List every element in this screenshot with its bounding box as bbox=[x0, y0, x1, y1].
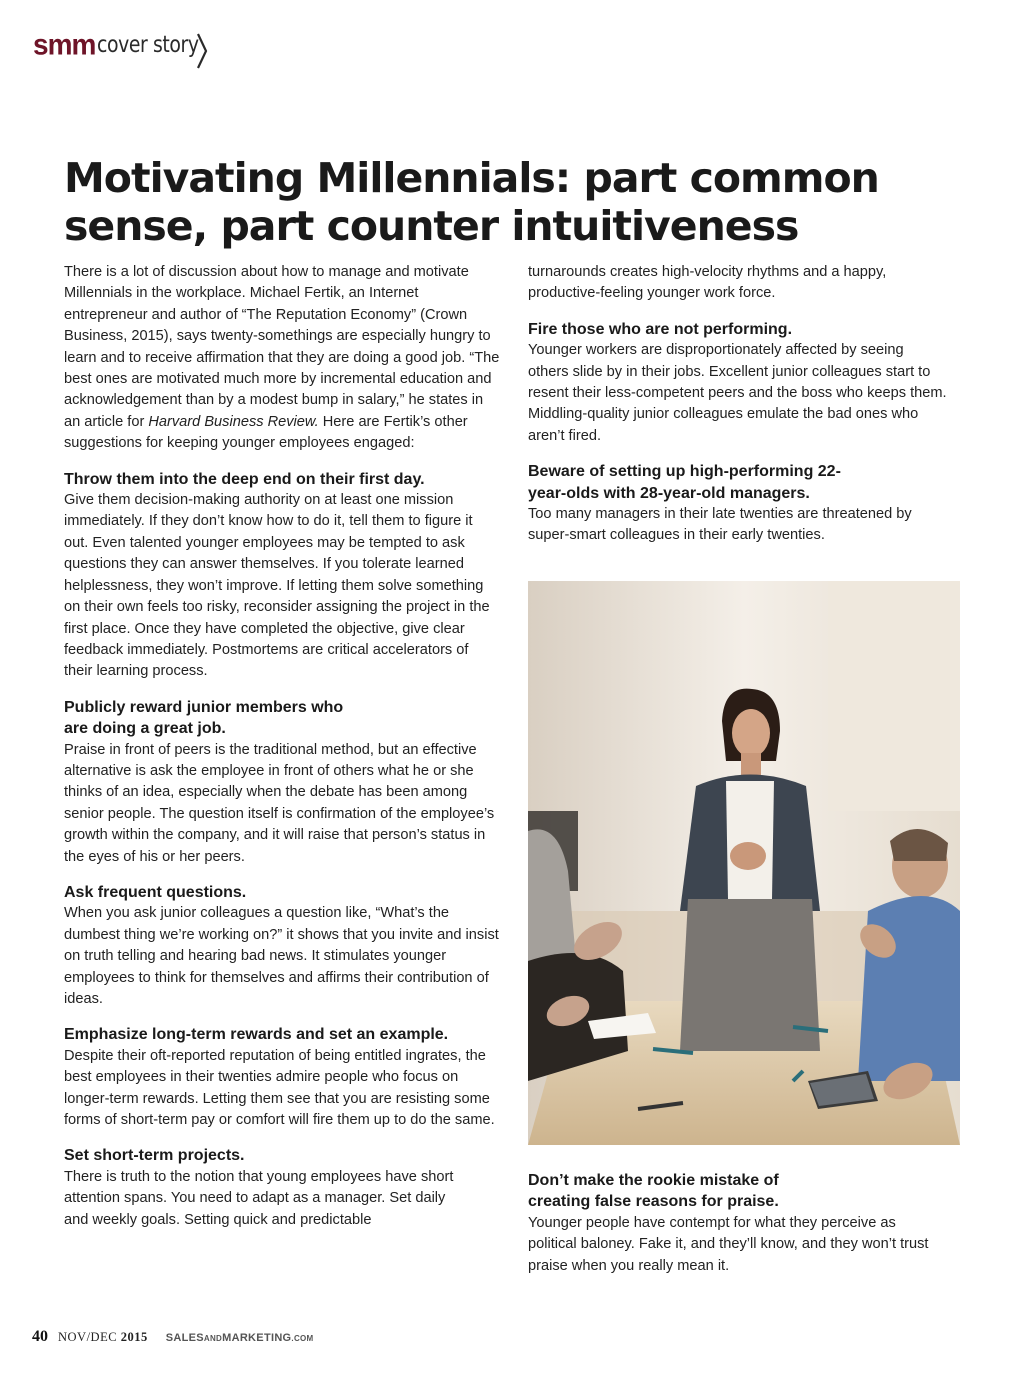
article-headline: Motivating Millennials: part common sense, part counter intuitiveness bbox=[64, 154, 879, 250]
tip-section bbox=[64, 469, 500, 683]
tip-body: Younger workers are disproportionately affected by seeing others slide by in their jobs. Excellent junior colleagues start to resent their less-competent peers and the boss who keeps them. Middling-quality junior colleagues emulate the bad ones who aren’t fired. bbox=[528, 342, 947, 444]
tip-body: Praise in front of peers is the traditional method, but an effective alternative is ask the employee in front of others what he or she thinks of an idea, especially when the debate has been among senior people. The question itself is confirmation of the employee’s growth within the company, and it will raise that person’s status in the eyes of his or her peers. bbox=[64, 741, 495, 865]
issue-month: NOV/DEC bbox=[58, 1330, 118, 1344]
tip-heading: Don’t make the rookie mistake of creating false reasons for praise. bbox=[528, 1172, 779, 1211]
meeting-scene-illustration bbox=[528, 581, 960, 1145]
tip-body: There is truth to the notion that young employees have short attention spans. You need to adapt as a manager. Set daily and weekly goals. Setting quick and predictable bbox=[64, 1168, 454, 1228]
continued-paragraph: turnarounds creates high-velocity rhythms and a happy, productive-feeling younger work force. bbox=[528, 264, 887, 302]
intro-text-end: Here are Fertik’s other suggestions for keeping younger employees engaged: bbox=[64, 413, 468, 452]
tip-heading: Set short-term projects. bbox=[64, 1147, 245, 1165]
tip-section bbox=[64, 697, 500, 868]
bracket-icon bbox=[196, 32, 208, 70]
tip-section bbox=[528, 461, 948, 547]
tip-body: Give them decision-making authority on at least one mission immediately. If they don’t know how to do it, tell them to figure it out. Even talented younger employees may be tempted to ask questions they can answer themselves. If you tolerate learned helplessness, they won’t improve. If letting them solve something on their own feels too risky, reconsider assigning the project in the first place. Once they have completed the objective, give clear feedback immediately. Postmortems are critical accelerators of their learning process. bbox=[64, 492, 490, 680]
tip-heading: Publicly reward junior members who are doing a great job. bbox=[64, 698, 344, 738]
magazine-section-logo bbox=[33, 30, 221, 60]
intro-text: There is a lot of discussion about how to manage and motivate Millennials in the workplace. Michael Fertik, an Internet entrepreneur and author of “The Reputation Economy” (Crown Business, 2015), says twenty-somethings are especially hungry to learn and to receive affirmation that they are doing a good job. “The best ones are motivated much more by incremental education and acknowledgement than by a modest bump in salary,” he states in an article for bbox=[64, 264, 500, 430]
tip-heading: Beware of setting up high-performing 22-year-olds with 28-year-old managers. bbox=[528, 463, 841, 502]
issue-date bbox=[58, 1330, 148, 1345]
left-column bbox=[64, 262, 500, 1231]
section-label: cover story bbox=[97, 32, 199, 58]
tip-heading: Emphasize long-term rewards and set an example. bbox=[64, 1026, 449, 1044]
tip-body: Younger people have contempt for what they perceive as political baloney. Fake it, and they’ll know, and they won’t trust praise when you really mean it. bbox=[528, 1214, 929, 1274]
intro-paragraph bbox=[64, 262, 500, 455]
tip-section bbox=[528, 319, 948, 447]
page-number: 40 bbox=[32, 1328, 48, 1345]
site-com: .COM bbox=[291, 1334, 314, 1343]
meeting-photo bbox=[528, 581, 960, 1145]
tip-heading: Fire those who are not performing. bbox=[528, 320, 793, 338]
page-footer bbox=[32, 1328, 314, 1346]
website bbox=[166, 1332, 314, 1344]
final-tip-section bbox=[528, 1170, 948, 1277]
issue-year: 2015 bbox=[120, 1330, 148, 1344]
tip-heading: Ask frequent questions. bbox=[64, 883, 247, 901]
site-sales: SALES bbox=[165, 1332, 204, 1344]
tip-body: Despite their oft-reported reputation of being entitled ingrates, the best employees in their twenties admire people who focus on longer-term rewards. Letting them see that you are resisting some forms of short-term pay or comfort will fire them up to do the same. bbox=[64, 1047, 495, 1129]
tip-body: When you ask junior colleagues a question like, “What’s the dumbest thing we’re working on?” it shows that you invite and insist on truth telling and hearing bad news. It stimulates younger employees to think for themselves and affirms their contribution of ideas. bbox=[64, 905, 499, 1007]
site-marketing: MARKETING bbox=[222, 1332, 292, 1344]
tip-body: Too many managers in their late twenties are threatened by super-smart colleagues in their early twenties. bbox=[528, 506, 912, 544]
tip-section bbox=[64, 882, 500, 1010]
right-column bbox=[528, 262, 948, 547]
tip-section bbox=[64, 1145, 500, 1231]
publication-name: Harvard Business Review. bbox=[148, 413, 319, 430]
site-and: AND bbox=[203, 1334, 223, 1343]
tip-section bbox=[64, 1024, 500, 1131]
brand-logo: smm bbox=[33, 28, 96, 61]
tip-heading: Throw them into the deep end on their first day. bbox=[64, 470, 425, 488]
